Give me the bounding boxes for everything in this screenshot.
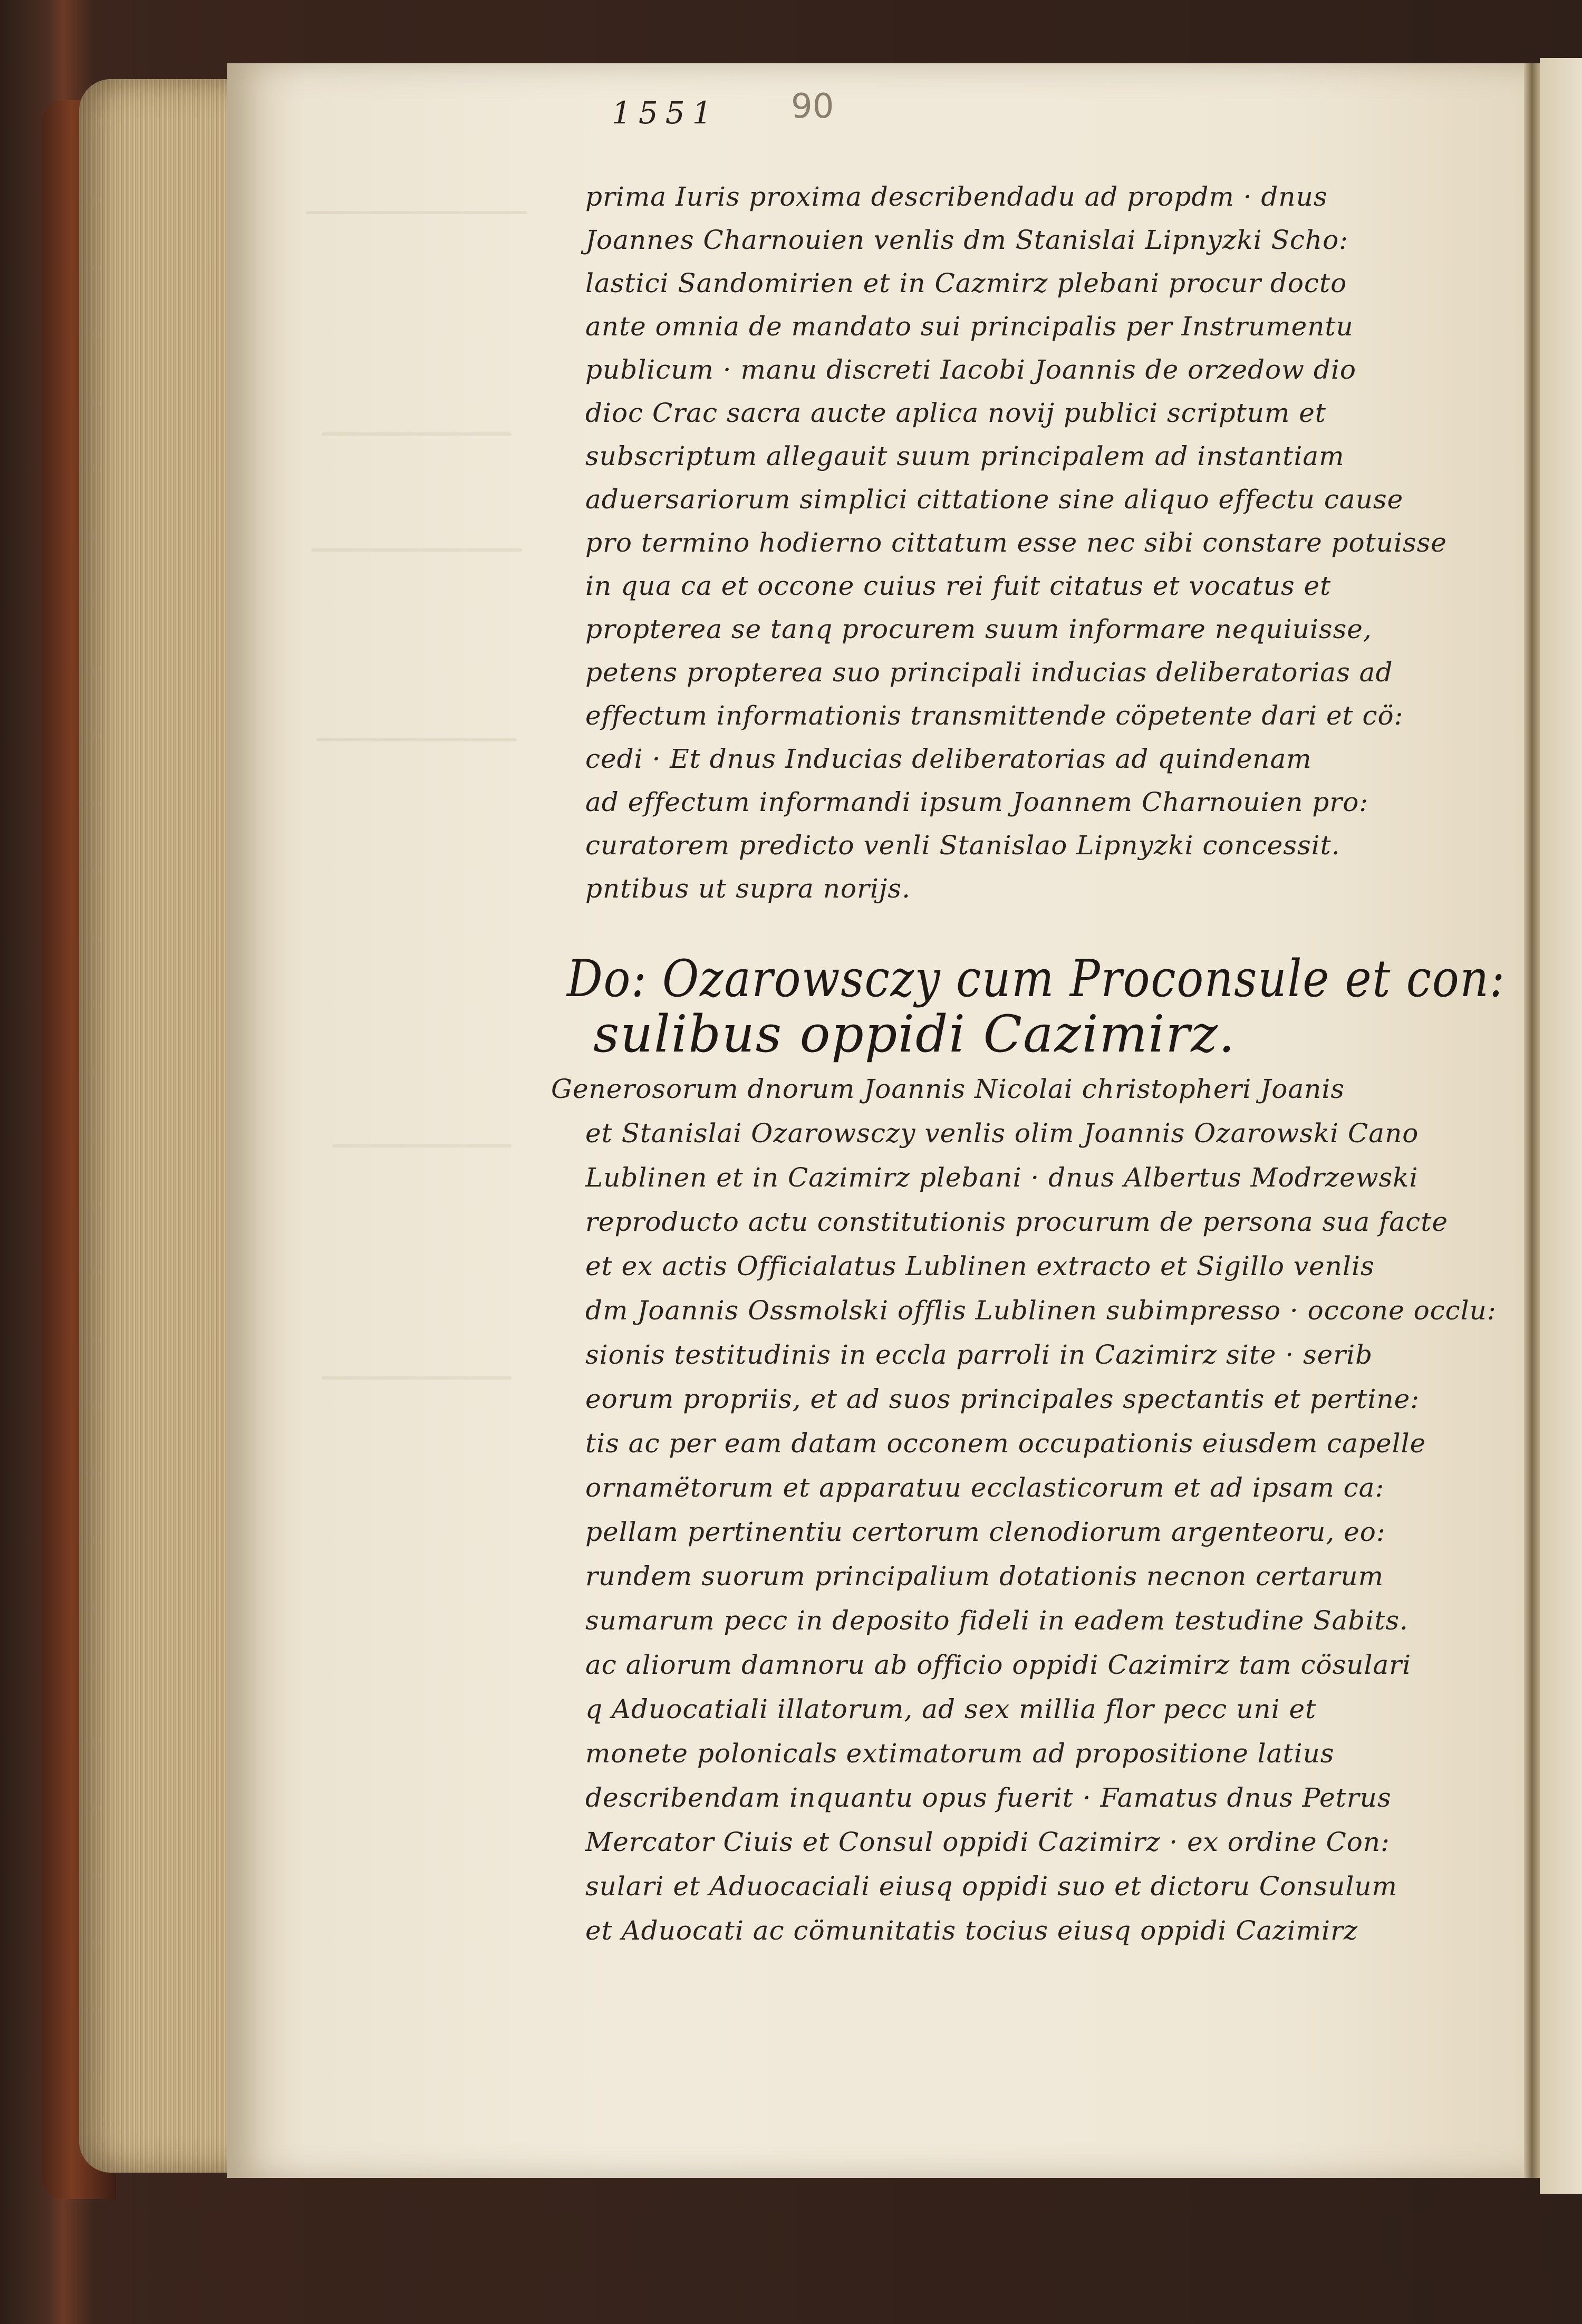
text-line: et Stanislai Ozarowsczy venlis olim Joannis Ozarowski Cano bbox=[585, 1118, 1419, 1149]
text-line: pro termino hodierno cittatum esse nec sibi constare potuisse bbox=[585, 527, 1447, 558]
text-line: pellam pertinentiu certorum clenodiorum argenteoru, eo: bbox=[585, 1517, 1386, 1547]
text-line: et Aduocati ac cömunitatis tocius eiusq oppidi Cazimirz bbox=[585, 1915, 1358, 1946]
text-line: Mercator Ciuis et Consul oppidi Cazimirz · ex ordine Con: bbox=[585, 1827, 1390, 1857]
text-line: dioc Crac sacra aucte aplica novij publici scriptum et bbox=[585, 398, 1326, 428]
text-line: Generosorum dnorum Joannis Nicolai christopheri Joanis bbox=[551, 1074, 1345, 1104]
text-line: eorum propriis, et ad suos principales spectantis et pertine: bbox=[585, 1384, 1420, 1414]
text-line: pntibus ut supra norijs. bbox=[585, 873, 911, 904]
text-line: dm Joannis Ossmolski offlis Lublinen subimpresso · occone occlu: bbox=[585, 1295, 1497, 1326]
text-line: Joannes Charnouien venlis dm Stanislai Lipnyzki Scho: bbox=[585, 225, 1349, 255]
facing-page-edge bbox=[1540, 58, 1582, 2194]
text-line: sulari et Aduocaciali eiusq oppidi suo et dictoru Consulum bbox=[585, 1871, 1397, 1902]
text-line: ac aliorum damnoru ab officio oppidi Cazimirz tam cösulari bbox=[585, 1650, 1412, 1680]
text-line: prima Iuris proxima describendadu ad propdm · dnus bbox=[585, 181, 1328, 212]
text-line: reproducto actu constitutionis procurum de persona sua facte bbox=[585, 1207, 1448, 1237]
page-edges bbox=[79, 79, 248, 2173]
text-line: et ex actis Officialatus Lublinen extracto et Sigillo venlis bbox=[585, 1251, 1375, 1281]
text-line: propterea se tanq procurem suum informare nequiuisse, bbox=[585, 614, 1372, 644]
pencil-mark: 90 bbox=[791, 87, 834, 126]
heading-line: sulibus oppidi Cazimirz. bbox=[593, 1005, 1236, 1064]
page-gutter bbox=[1524, 63, 1540, 2178]
text-line: lastici Sandomirien et in Cazmirz plebani procur docto bbox=[585, 268, 1347, 298]
text-line: monete polonicals extimatorum ad propositione latius bbox=[585, 1738, 1335, 1769]
text-line: cedi · Et dnus Inducias deliberatorias ad quindenam bbox=[585, 744, 1312, 774]
text-line: describendam inquantu opus fuerit · Famatus dnus Petrus bbox=[585, 1782, 1392, 1813]
text-line: tis ac per eam datam occonem occupationis eiusdem capelle bbox=[585, 1428, 1426, 1459]
text-line: ante omnia de mandato sui principalis per Instrumentu bbox=[585, 311, 1354, 342]
text-line: publicum · manu discreti Iacobi Joannis de orzedow dio bbox=[585, 354, 1356, 385]
text-line: petens propterea suo principali inducias deliberatorias ad bbox=[585, 657, 1393, 688]
text-line: effectum informationis transmittende cöpetente dari et cö: bbox=[585, 700, 1404, 731]
text-line: sionis testitudinis in eccla parroli in Cazimirz site · serib bbox=[585, 1339, 1373, 1370]
text-line: ornamëtorum et apparatuu ecclasticorum et ad ipsam ca: bbox=[585, 1472, 1385, 1503]
text-line: rundem suorum principalium dotationis necnon certarum bbox=[585, 1561, 1384, 1592]
text-line: sumarum pecc in deposito fideli in eadem testudine Sabits. bbox=[585, 1605, 1409, 1636]
heading-line: Do: Ozarowsczy cum Proconsule et con: bbox=[567, 949, 1506, 1008]
text-line: ad effectum informandi ipsum Joannem Charnouien pro: bbox=[585, 787, 1369, 817]
text-line: aduersariorum simplici cittatione sine aliquo effectu cause bbox=[585, 484, 1404, 515]
text-line: in qua ca et occone cuius rei fuit citatus et vocatus et bbox=[585, 571, 1332, 601]
text-line: curatorem predicto venli Stanislao Lipnyzki concessit. bbox=[585, 830, 1340, 861]
text-line: Lublinen et in Cazimirz plebani · dnus Albertus Modrzewski bbox=[585, 1162, 1419, 1193]
text-line: q Aduocatiali illatorum, ad sex millia flor pecc uni et bbox=[585, 1694, 1317, 1724]
folio-number: 1551 bbox=[612, 95, 719, 131]
text-line: subscriptum allegauit suum principalem ad instantiam bbox=[585, 441, 1345, 471]
